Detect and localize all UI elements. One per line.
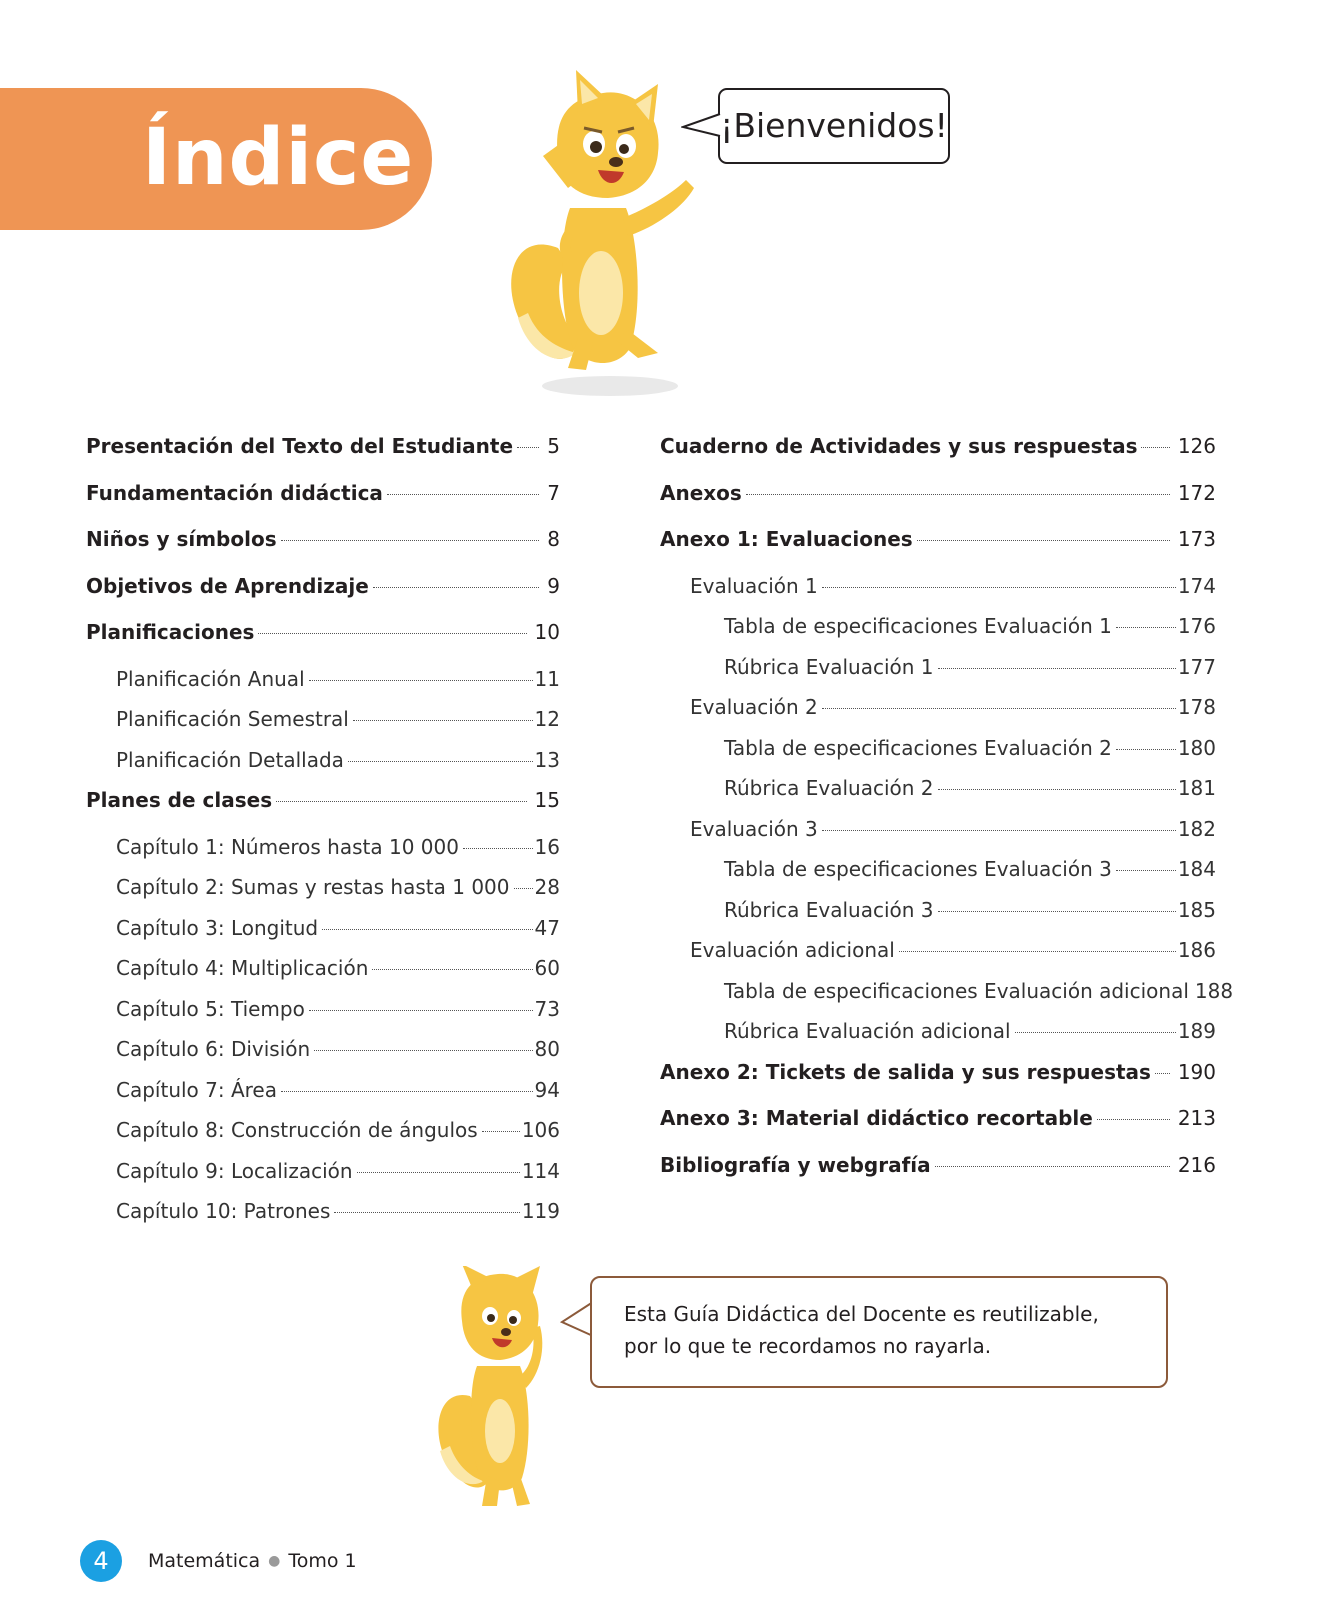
toc-entry-page: 106 [521, 1118, 560, 1142]
toc-dot-leader [822, 708, 1176, 709]
toc-right-column [660, 433, 1234, 1198]
toc-entry [86, 573, 560, 620]
toc-entry-title: Planificación Detallada [116, 747, 344, 772]
toc-dot-leader [309, 1010, 533, 1011]
toc-entry-page: 114 [521, 1158, 560, 1183]
toc-entry [86, 619, 560, 666]
toc-dot-leader [1116, 870, 1176, 871]
toc-entry [86, 706, 560, 747]
toc-entry [660, 937, 1216, 978]
toc-entry [86, 433, 560, 480]
toc-entry-title: Capítulo 1: Números hasta 10 000 [116, 834, 459, 859]
toc-dot-leader [334, 1212, 519, 1213]
page-number-badge: 4 [80, 1540, 122, 1582]
toc-entry-title: Anexo 3: Material didáctico recortable [660, 1106, 1093, 1130]
toc-dot-leader [276, 801, 526, 802]
toc-entry [660, 735, 1216, 776]
toc-entry-page: 178 [1177, 695, 1216, 719]
toc-entry [86, 666, 560, 707]
toc-entry-title: Cuaderno de Actividades y sus respuestas [660, 434, 1138, 458]
toc-dot-leader [935, 1166, 1170, 1167]
toc-entry-page: 189 [1177, 1019, 1216, 1043]
speech-bubble-tail-icon [681, 112, 721, 142]
toc-entry-title: Capítulo 6: División [116, 1037, 311, 1061]
toc-entry-page: 184 [1177, 857, 1216, 881]
toc-dot-leader [1015, 1032, 1176, 1033]
toc-entry-title: Planificación Semestral [116, 707, 349, 731]
toc-dot-leader [322, 929, 532, 930]
toc-entry [660, 1105, 1216, 1152]
toc-entry-title: Anexo 1: Evaluaciones [660, 527, 913, 551]
toc-entry-title: Evaluación 1 [690, 573, 818, 598]
toc-left-column [86, 433, 560, 1239]
toc-entry-page: 216 [1177, 1152, 1216, 1177]
toc-dot-leader [482, 1131, 520, 1132]
toc-entry-title: Capítulo 5: Tiempo [116, 996, 305, 1021]
toc-entry-page: 11 [534, 666, 560, 691]
toc-dot-leader [746, 494, 1170, 495]
toc-entry [86, 915, 560, 956]
toc-dot-leader [1141, 447, 1169, 448]
toc-entry-title: Capítulo 9: Localización [116, 1158, 353, 1183]
toc-entry-page: 73 [534, 996, 560, 1021]
toc-entry-page: 47 [534, 915, 560, 940]
toc-entry [86, 955, 560, 996]
toc-entry-title: Planificaciones [86, 620, 255, 644]
toc-dot-leader [372, 969, 532, 970]
toc-entry-title: Anexos [660, 480, 742, 505]
toc-entry-page: 177 [1177, 654, 1216, 679]
toc-entry-page: 8 [547, 527, 560, 551]
toc-entry-page: 213 [1177, 1106, 1216, 1130]
welcome-text: ¡Bienvenidos! [720, 106, 948, 145]
toc-dot-leader [938, 789, 1176, 790]
note-line-1: Esta Guía Didáctica del Docente es reutilizable, [624, 1302, 1099, 1326]
toc-entry [660, 433, 1216, 480]
toc-entry [86, 1036, 560, 1077]
toc-entry-title: Niños y símbolos [86, 527, 277, 551]
toc-dot-leader [373, 587, 539, 588]
toc-entry [86, 1198, 560, 1239]
toc-entry-page: 16 [534, 834, 560, 859]
toc-dot-leader [1155, 1073, 1170, 1074]
toc-dot-leader [899, 951, 1176, 952]
toc-entry-title: Tabla de especificaciones Evaluación 3 [724, 857, 1112, 881]
toc-entry-page: 60 [534, 956, 560, 980]
toc-dot-leader [281, 540, 540, 541]
toc-entry-page: 94 [534, 1077, 560, 1102]
toc-entry-page: 185 [1177, 897, 1216, 922]
toc-entry-page: 12 [534, 707, 560, 731]
toc-dot-leader [917, 540, 1170, 541]
toc-dot-leader [281, 1091, 533, 1092]
toc-entry [660, 1152, 1216, 1199]
toc-dot-leader [348, 761, 533, 762]
toc-entry [660, 526, 1216, 573]
toc-entry-page: 5 [547, 434, 560, 458]
toc-entry-page: 15 [534, 788, 560, 812]
toc-entry-title: Capítulo 10: Patrones [116, 1199, 331, 1223]
toc-entry-title: Capítulo 3: Longitud [116, 915, 319, 940]
note-line-2: por lo que te recordamos no rayarla. [624, 1334, 992, 1358]
toc-dot-leader [822, 587, 1176, 588]
toc-entry-page: 186 [1177, 938, 1216, 962]
page-title: Índice [142, 113, 415, 203]
toc-entry-title: Tabla de especificaciones Evaluación 2 [724, 735, 1112, 760]
note-speech-bubble [590, 1276, 1168, 1388]
toc-entry-page: 188 [1194, 978, 1234, 1003]
toc-entry [86, 480, 560, 527]
toc-dot-leader [514, 888, 533, 889]
toc-entry-title: Rúbrica Evaluación 1 [724, 654, 934, 679]
toc-entry [86, 747, 560, 788]
toc-entry [660, 775, 1216, 816]
toc-entry-page: 126 [1177, 434, 1216, 458]
toc-dot-leader [309, 680, 533, 681]
toc-dot-leader [258, 633, 526, 634]
fox-mascot-icon [432, 1266, 562, 1516]
toc-entry-page: 176 [1177, 614, 1216, 638]
toc-dot-leader [1116, 627, 1176, 628]
toc-entry-title: Objetivos de Aprendizaje [86, 573, 369, 598]
toc-dot-leader [822, 830, 1176, 831]
toc-entry-page: 180 [1177, 735, 1216, 760]
toc-entry [660, 1018, 1216, 1059]
toc-entry [660, 897, 1216, 938]
toc-entry-page: 13 [534, 747, 560, 772]
toc-entry-title: Capítulo 2: Sumas y restas hasta 1 000 [116, 875, 510, 899]
toc-entry-title: Bibliografía y webgrafía [660, 1152, 931, 1177]
toc-entry [86, 874, 560, 915]
toc-entry [86, 1117, 560, 1158]
toc-entry-title: Rúbrica Evaluación 3 [724, 897, 934, 922]
footer [148, 1548, 357, 1576]
toc-entry [660, 694, 1216, 735]
footer-volume: Tomo 1 [288, 1550, 357, 1572]
toc-dot-leader [357, 1172, 520, 1173]
toc-entry [660, 856, 1216, 897]
toc-dot-leader [938, 911, 1176, 912]
toc-entry [86, 834, 560, 875]
toc-entry-page: 174 [1177, 573, 1216, 598]
toc-entry [660, 654, 1216, 695]
toc-entry-title: Evaluación 2 [690, 695, 818, 719]
footer-subject: Matemática [148, 1550, 261, 1572]
toc-entry [86, 1158, 560, 1199]
toc-entry [86, 1077, 560, 1118]
toc-entry-title: Evaluación adicional [690, 938, 895, 962]
toc-dot-leader [1116, 749, 1176, 750]
toc-entry-title: Fundamentación didáctica [86, 480, 383, 505]
toc-entry-title: Planes de clases [86, 788, 273, 812]
toc-entry-title: Evaluación 3 [690, 816, 818, 841]
toc-entry [660, 480, 1216, 527]
toc-entry [660, 816, 1216, 857]
toc-dot-leader [938, 668, 1176, 669]
bullet-separator-icon: ● [268, 1553, 281, 1569]
toc-entry-title: Tabla de especificaciones Evaluación adicional [724, 978, 1189, 1003]
toc-entry-page: 172 [1177, 480, 1216, 505]
toc-entry [660, 1059, 1216, 1106]
toc-entry-title: Rúbrica Evaluación adicional [724, 1019, 1011, 1043]
toc-dot-leader [314, 1050, 532, 1051]
toc-entry-page: 9 [547, 573, 560, 598]
toc-entry-page: 10 [534, 620, 560, 644]
toc-entry [660, 573, 1216, 614]
toc-dot-leader [1097, 1119, 1170, 1120]
toc-entry-page: 190 [1177, 1059, 1216, 1084]
speech-bubble-tail-icon [560, 1300, 594, 1340]
toc-dot-leader [517, 447, 539, 448]
toc-entry-title: Tabla de especificaciones Evaluación 1 [724, 614, 1112, 638]
toc-dot-leader [463, 848, 533, 849]
toc-entry-page: 7 [547, 480, 560, 505]
toc-entry-title: Presentación del Texto del Estudiante [86, 434, 514, 458]
toc-entry-page: 28 [534, 875, 560, 899]
toc-dot-leader [387, 494, 539, 495]
toc-entry-title: Rúbrica Evaluación 2 [724, 776, 934, 800]
toc-entry [660, 978, 1234, 1019]
toc-entry-page: 80 [534, 1037, 560, 1061]
toc-entry-title: Capítulo 7: Área [116, 1077, 277, 1102]
toc-entry-page: 182 [1177, 816, 1216, 841]
welcome-speech-bubble [718, 88, 950, 164]
toc-entry-title: Planificación Anual [116, 666, 305, 691]
note-text [624, 1298, 1138, 1362]
toc-dot-leader [353, 720, 533, 721]
toc-entry [86, 996, 560, 1037]
toc-entry [660, 613, 1216, 654]
toc-entry-page: 173 [1177, 527, 1216, 551]
toc-entry-title: Anexo 2: Tickets de salida y sus respuestas [660, 1059, 1151, 1084]
toc-entry-page: 119 [521, 1199, 560, 1223]
toc-entry-page: 181 [1177, 776, 1216, 800]
toc-entry-title: Capítulo 8: Construcción de ángulos [116, 1118, 478, 1142]
toc-entry-title: Capítulo 4: Multiplicación [116, 956, 369, 980]
toc-entry [86, 526, 560, 573]
toc-entry [86, 787, 560, 834]
